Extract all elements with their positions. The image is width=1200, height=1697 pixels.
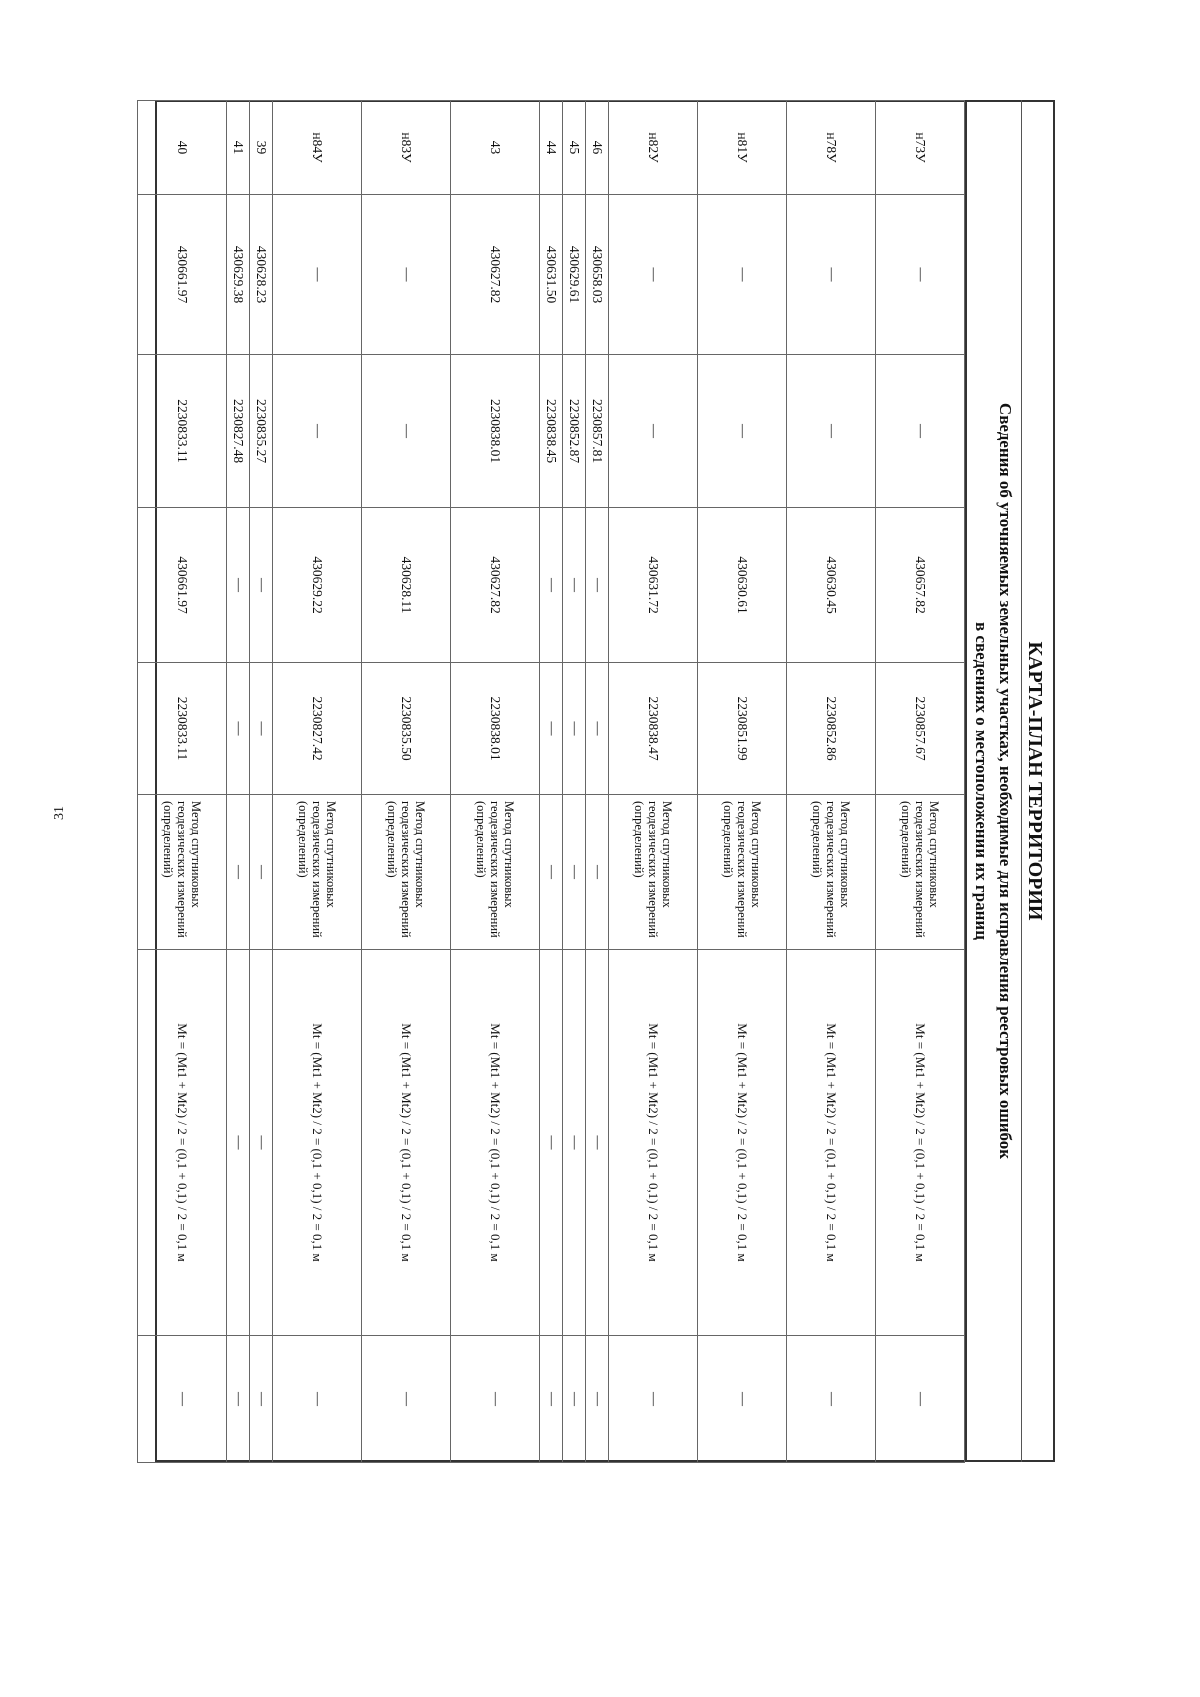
accuracy-formula-cell: Mt = (Mt1 + Mt2) / 2 = (0,1 + 0,1) / 2 = 0,1 м [362, 950, 451, 1336]
old-x-cell: 430627.82 [451, 195, 540, 355]
new-y-cell: — [563, 663, 586, 795]
point-cell: 43 [451, 101, 540, 195]
new-y-cell: 2230857.67 [876, 663, 965, 795]
note-cell: — [540, 1336, 563, 1463]
table-row [227, 101, 250, 1463]
note-cell: — [227, 1336, 250, 1463]
method-cell: Метод спутниковых геодезических измерений (определений) [876, 795, 965, 950]
point-cell: 46 [586, 101, 609, 195]
note-cell: — [138, 1336, 227, 1463]
point-cell: 45 [563, 101, 586, 195]
new-y-cell: 2230833.11 [138, 663, 227, 795]
new-x-cell: 430630.61 [698, 508, 787, 663]
old-x-cell: 430628.23 [250, 195, 273, 355]
coordinates-table [137, 100, 965, 1463]
subtitle-line-1: Сведения об уточняемых земельных участках, необходимые для исправления реестровых ошибок [996, 402, 1015, 1160]
old-x-cell: — [787, 195, 876, 355]
table-row [586, 101, 609, 1463]
old-y-cell: — [362, 355, 451, 508]
old-y-cell: 2230835.27 [250, 355, 273, 508]
note-cell: — [586, 1336, 609, 1463]
accuracy-formula-cell: Mt = (Mt1 + Mt2) / 2 = (0,1 + 0,1) / 2 = 0,1 м [609, 950, 698, 1336]
old-x-cell: — [362, 195, 451, 355]
table-row [787, 101, 876, 1463]
new-y-cell: 2230827.42 [273, 663, 362, 795]
note-cell: — [362, 1336, 451, 1463]
accuracy-formula-cell: Mt = (Mt1 + Mt2) / 2 = (0,1 + 0,1) / 2 = 0,1 м [451, 950, 540, 1336]
old-x-cell: 430629.61 [563, 195, 586, 355]
new-x-cell: — [540, 508, 563, 663]
accuracy-formula-cell: — [227, 950, 250, 1336]
accuracy-formula-cell: Mt = (Mt1 + Mt2) / 2 = (0,1 + 0,1) / 2 = 0,1 м [876, 950, 965, 1336]
new-y-cell: — [250, 663, 273, 795]
method-cell: — [250, 795, 273, 950]
table-row [609, 101, 698, 1463]
table-row [273, 101, 362, 1463]
new-x-cell: 430630.45 [787, 508, 876, 663]
new-x-cell: — [250, 508, 273, 663]
old-y-cell: 2230838.45 [540, 355, 563, 508]
new-x-cell: 430629.22 [273, 508, 362, 663]
accuracy-formula-cell: Mt = (Mt1 + Mt2) / 2 = (0,1 + 0,1) / 2 = 0,1 м [138, 950, 227, 1336]
point-cell: н82У [609, 101, 698, 195]
method-cell: Метод спутниковых геодезических измерений (определений) [273, 795, 362, 950]
old-y-cell: 2230838.01 [451, 355, 540, 508]
new-y-cell: 2230852.86 [787, 663, 876, 795]
new-y-cell: — [540, 663, 563, 795]
old-y-cell: — [787, 355, 876, 508]
old-x-cell: — [876, 195, 965, 355]
new-x-cell: — [563, 508, 586, 663]
method-cell: Метод спутниковых геодезических измерений (определений) [787, 795, 876, 950]
new-y-cell: — [227, 663, 250, 795]
old-y-cell: 2230827.48 [227, 355, 250, 508]
old-x-cell: 430631.50 [540, 195, 563, 355]
method-cell: Метод спутниковых геодезических измерений (определений) [362, 795, 451, 950]
new-x-cell: — [227, 508, 250, 663]
table-row [698, 101, 787, 1463]
note-cell: — [250, 1336, 273, 1463]
method-cell: — [540, 795, 563, 950]
table-body [138, 101, 965, 1463]
new-x-cell: 430631.72 [609, 508, 698, 663]
table-row [451, 101, 540, 1463]
old-y-cell: 2230833.11 [138, 355, 227, 508]
point-cell: н78У [787, 101, 876, 195]
document-sheet [155, 100, 1055, 1462]
table-row [876, 101, 965, 1463]
method-cell: Метод спутниковых геодезических измерений (определений) [609, 795, 698, 950]
method-cell: Метод спутниковых геодезических измерений (определений) [451, 795, 540, 950]
subtitle-line-2: в сведениях о местоположении их границ [972, 622, 991, 940]
old-x-cell: 430629.38 [227, 195, 250, 355]
old-y-cell: 2230852.87 [563, 355, 586, 508]
point-cell: 41 [227, 101, 250, 195]
note-cell: — [273, 1336, 362, 1463]
accuracy-formula-cell: Mt = (Mt1 + Mt2) / 2 = (0,1 + 0,1) / 2 = 0,1 м [698, 950, 787, 1336]
table-row [138, 101, 227, 1463]
old-y-cell: — [609, 355, 698, 508]
old-x-cell: — [609, 195, 698, 355]
note-cell: — [787, 1336, 876, 1463]
method-cell: Метод спутниковых геодезических измерений (определений) [698, 795, 787, 950]
note-cell: — [609, 1336, 698, 1463]
old-x-cell: 430661.97 [138, 195, 227, 355]
new-y-cell: 2230838.47 [609, 663, 698, 795]
point-cell: н83У [362, 101, 451, 195]
note-cell: — [876, 1336, 965, 1463]
table-row [362, 101, 451, 1463]
point-cell: н84У [273, 101, 362, 195]
table-row [540, 101, 563, 1463]
old-x-cell: 430658.03 [586, 195, 609, 355]
new-y-cell: — [586, 663, 609, 795]
point-cell: н81У [698, 101, 787, 195]
old-y-cell: — [876, 355, 965, 508]
new-x-cell: — [586, 508, 609, 663]
note-cell: — [451, 1336, 540, 1463]
point-cell: 40 [138, 101, 227, 195]
accuracy-formula-cell: Mt = (Mt1 + Mt2) / 2 = (0,1 + 0,1) / 2 = 0,1 м [787, 950, 876, 1336]
table-row [563, 101, 586, 1463]
new-x-cell: 430628.11 [362, 508, 451, 663]
page-number: 31 [52, 806, 67, 820]
old-y-cell: — [273, 355, 362, 508]
note-cell: — [563, 1336, 586, 1463]
accuracy-formula-cell: — [540, 950, 563, 1336]
note-cell: — [698, 1336, 787, 1463]
method-cell: Метод спутниковых геодезических измерений (определений) [138, 795, 227, 950]
old-x-cell: — [698, 195, 787, 355]
new-y-cell: 2230835.50 [362, 663, 451, 795]
method-cell: — [586, 795, 609, 950]
new-x-cell: 430627.82 [451, 508, 540, 663]
point-cell: 44 [540, 101, 563, 195]
accuracy-formula-cell: Mt = (Mt1 + Mt2) / 2 = (0,1 + 0,1) / 2 = 0,1 м [273, 950, 362, 1336]
accuracy-formula-cell: — [586, 950, 609, 1336]
document-subtitle [965, 100, 1021, 1462]
method-cell: — [563, 795, 586, 950]
new-x-cell: 430661.97 [138, 508, 227, 663]
new-y-cell: 2230838.01 [451, 663, 540, 795]
point-cell: н73У [876, 101, 965, 195]
old-x-cell: — [273, 195, 362, 355]
point-cell: 39 [250, 101, 273, 195]
table-row [250, 101, 273, 1463]
accuracy-formula-cell: — [563, 950, 586, 1336]
accuracy-formula-cell: — [250, 950, 273, 1336]
document-title: КАРТА-ПЛАН ТЕРРИТОРИИ [1021, 100, 1049, 1462]
new-x-cell: 430657.82 [876, 508, 965, 663]
method-cell: — [227, 795, 250, 950]
new-y-cell: 2230851.99 [698, 663, 787, 795]
old-y-cell: 2230857.81 [586, 355, 609, 508]
old-y-cell: — [698, 355, 787, 508]
